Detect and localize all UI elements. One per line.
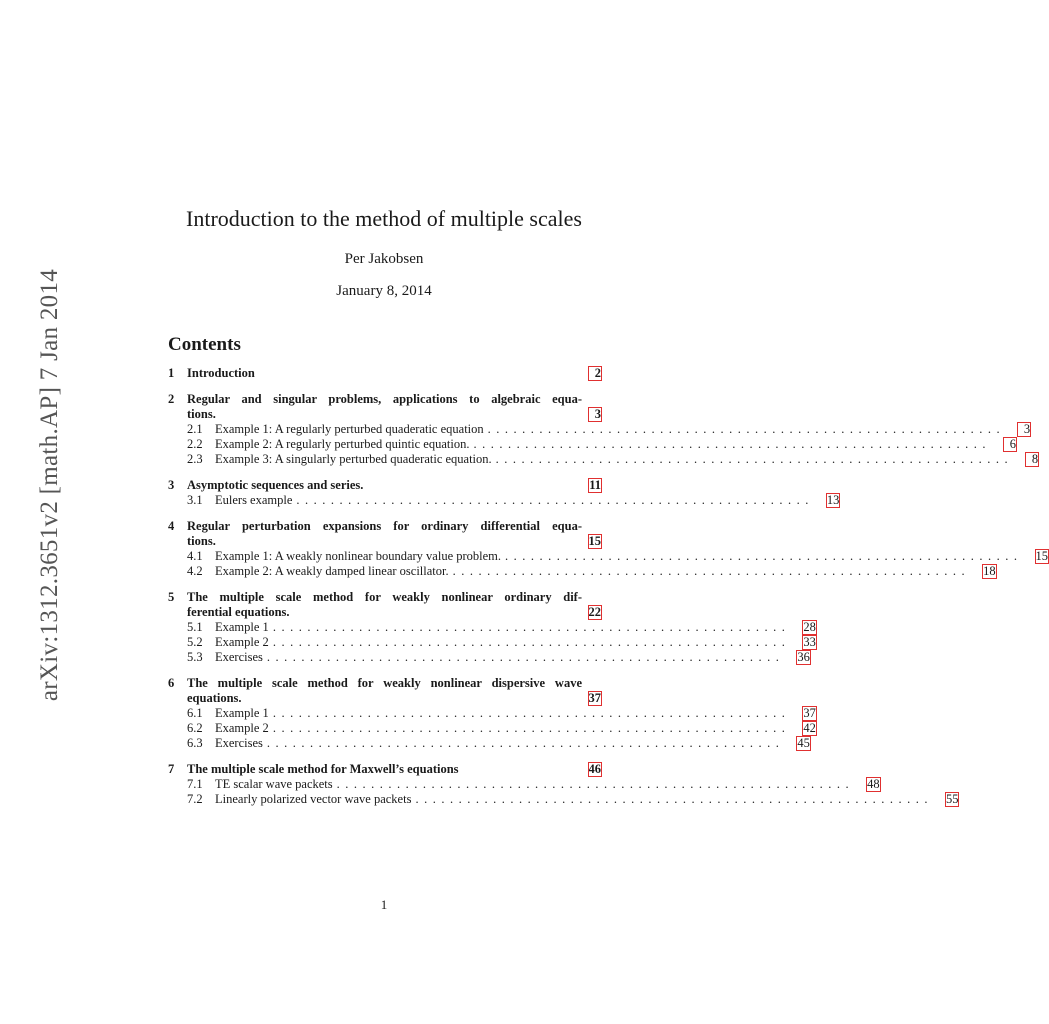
toc-section-line — [168, 676, 602, 691]
toc-section-4 — [168, 519, 1049, 579]
toc-dot-leader: ............................................................ — [415, 792, 933, 806]
toc-section-line — [168, 366, 602, 381]
toc-section-title[interactable]: Asymptotic sequences and series. — [187, 478, 364, 492]
toc-section-line — [168, 762, 602, 777]
toc-page-link[interactable]: 45 — [797, 736, 810, 750]
toc-section-line — [168, 392, 602, 407]
toc-page-link[interactable]: 28 — [803, 620, 816, 634]
toc-page-link[interactable]: 11 — [589, 478, 601, 492]
toc-section-title-line: The multiple scale method for weakly nonlinear dispersive wave — [187, 676, 582, 690]
toc-page-link[interactable]: 15 — [1035, 549, 1049, 563]
toc-page-link[interactable]: 48 — [867, 777, 880, 791]
toc-dot-leader: ............................................................ — [296, 493, 814, 507]
toc-subsection-line — [168, 493, 840, 508]
toc-subsection-line — [168, 549, 1049, 564]
toc-section-number: 1 — [168, 366, 175, 380]
toc-subsection-title[interactable]: Example 2 — [215, 721, 269, 735]
toc-section-title-line: Regular perturbation expansions for ordinary differential equa- — [187, 519, 582, 533]
toc-dot-leader: ............................................................ — [495, 452, 1014, 466]
toc-subsection-number: 7.2 — [187, 792, 203, 806]
toc-subsection-title[interactable]: Example 1 — [215, 620, 269, 634]
toc-page-link[interactable]: 18 — [983, 564, 996, 578]
toc-dot-leader: ............................................................ — [505, 549, 1023, 563]
toc-page-link[interactable]: 55 — [945, 792, 959, 806]
toc-subsection-title[interactable]: Exercises — [215, 650, 263, 664]
toc-dot-leader: ............................................................ — [266, 736, 785, 750]
toc-dot-leader: ............................................................ — [272, 706, 791, 720]
toc-section-5 — [168, 590, 816, 665]
toc-subsection-number: 2.2 — [187, 437, 203, 451]
toc-page-link[interactable]: 2 — [588, 366, 602, 381]
toc-section-line — [168, 534, 602, 549]
toc-section-title[interactable]: The multiple scale method for Maxwell’s equations — [187, 762, 459, 776]
toc-section-title-line: tions. — [187, 534, 216, 548]
toc-subsection-line — [168, 422, 1031, 437]
toc-page-link[interactable]: 3 — [1017, 422, 1031, 437]
toc-section-number: 5 — [168, 590, 175, 604]
toc-section-title-line: The multiple scale method for weakly nonlinear ordinary dif- — [187, 590, 582, 604]
toc-dot-leader: ............................................................ — [473, 437, 991, 451]
toc-page-link[interactable]: 3 — [588, 407, 602, 422]
toc-subsection-number: 6.1 — [187, 706, 203, 720]
toc-subsection-number: 7.1 — [187, 777, 203, 791]
toc-subsection-number: 5.1 — [187, 620, 203, 634]
toc-subsection-line — [168, 437, 1016, 452]
toc-subsection-line — [168, 452, 1039, 467]
toc-subsection-title[interactable]: Example 2: A weakly damped linear oscillator. — [215, 564, 449, 578]
toc-subsection-number: 5.2 — [187, 635, 203, 649]
toc-page-link[interactable]: 46 — [588, 762, 601, 776]
toc-page-link[interactable]: 37 — [588, 691, 601, 705]
toc-section-3 — [168, 478, 840, 508]
toc-subsection-number: 4.2 — [187, 564, 203, 578]
toc-dot-leader: ............................................................ — [272, 721, 791, 735]
toc-section-line — [168, 605, 602, 620]
toc-dot-leader: ............................................................ — [266, 650, 785, 664]
toc-section-2 — [168, 392, 1039, 467]
toc-section-line — [168, 478, 602, 493]
toc-subsection-title[interactable]: Eulers example — [215, 493, 293, 507]
toc-subsection-line — [168, 564, 996, 579]
toc-section-number: 6 — [168, 676, 175, 690]
toc-subsection-number: 3.1 — [187, 493, 203, 507]
toc-subsection-title[interactable]: TE scalar wave packets — [215, 777, 333, 791]
paper-date: January 8, 2014 — [336, 283, 432, 299]
toc-section-number: 4 — [168, 519, 175, 533]
toc-section-line — [168, 590, 602, 605]
toc-subsection-title[interactable]: Example 1: A regularly perturbed quaderatic equation — [215, 422, 484, 436]
toc-section-title-line: Regular and singular problems, applications to algebraic equa- — [187, 392, 582, 406]
toc-subsection-number: 6.3 — [187, 736, 203, 750]
toc-subsection-line — [168, 792, 959, 807]
toc-section-number: 3 — [168, 478, 175, 492]
toc-section-line — [168, 519, 602, 534]
toc-subsection-number: 6.2 — [187, 721, 203, 735]
toc-subsection-line — [168, 706, 816, 721]
toc-dot-leader: ............................................................ — [452, 564, 971, 578]
toc-page-link[interactable]: 13 — [826, 493, 840, 507]
toc-subsection-number: 5.3 — [187, 650, 203, 664]
toc-subsection-title[interactable]: Example 1: A weakly nonlinear boundary value problem. — [215, 549, 502, 563]
toc-subsection-title[interactable]: Exercises — [215, 736, 263, 750]
toc-section-1 — [168, 366, 602, 381]
arxiv-stamp: arXiv:1312.3651v2 [math.AP] 7 Jan 2014 — [36, 268, 63, 702]
toc-section-number: 7 — [168, 762, 175, 776]
page-number: 1 — [380, 897, 388, 912]
toc-subsection-line — [168, 650, 810, 665]
toc-section-title[interactable]: Introduction — [187, 366, 255, 380]
toc-subsection-title[interactable]: Example 3: A singularly perturbed quaderatic equation. — [215, 452, 492, 466]
toc-section-line — [168, 691, 602, 706]
toc-subsection-title[interactable]: Linearly polarized vector wave packets — [215, 792, 412, 806]
toc-page-link[interactable]: 8 — [1025, 452, 1039, 467]
toc-section-6 — [168, 676, 816, 751]
toc-subsection-number: 2.1 — [187, 422, 203, 436]
toc-page-link[interactable]: 36 — [797, 650, 810, 664]
toc-section-title-line: tions. — [187, 407, 216, 421]
toc-subsection-title[interactable]: Example 2 — [215, 635, 269, 649]
toc-page-link[interactable]: 6 — [1003, 437, 1017, 452]
toc-section-number: 2 — [168, 392, 175, 406]
toc-dot-leader: ............................................................ — [487, 422, 1006, 436]
toc-section-title-line: ferential equations. — [187, 605, 290, 619]
toc-section-line — [168, 407, 602, 422]
table-of-contents — [168, 366, 1049, 818]
toc-subsection-line — [168, 736, 810, 751]
toc-page-link[interactable]: 33 — [803, 635, 816, 649]
toc-subsection-number: 2.3 — [187, 452, 203, 466]
toc-subsection-title[interactable]: Example 1 — [215, 706, 269, 720]
toc-section-title-line: equations. — [187, 691, 242, 705]
toc-dot-leader: ............................................................ — [336, 777, 855, 791]
toc-page-link[interactable]: 42 — [803, 721, 816, 735]
toc-dot-leader: ............................................................ — [272, 635, 791, 649]
toc-subsection-line — [168, 777, 880, 792]
contents-heading: Contents — [168, 334, 241, 355]
toc-subsection-number: 4.1 — [187, 549, 203, 563]
author-name: Per Jakobsen — [344, 251, 424, 267]
toc-page-link[interactable]: 22 — [588, 605, 601, 619]
toc-subsection-title[interactable]: Example 2: A regularly perturbed quintic equation. — [215, 437, 470, 451]
toc-subsection-line — [168, 635, 816, 650]
toc-dot-leader: ............................................................ — [272, 620, 791, 634]
toc-subsection-line — [168, 620, 816, 635]
toc-page-link[interactable]: 37 — [803, 706, 816, 720]
toc-section-7 — [168, 762, 959, 807]
paper-title: Introduction to the method of multiple scales — [186, 206, 582, 231]
toc-subsection-line — [168, 721, 816, 736]
toc-page-link[interactable]: 15 — [588, 534, 601, 548]
